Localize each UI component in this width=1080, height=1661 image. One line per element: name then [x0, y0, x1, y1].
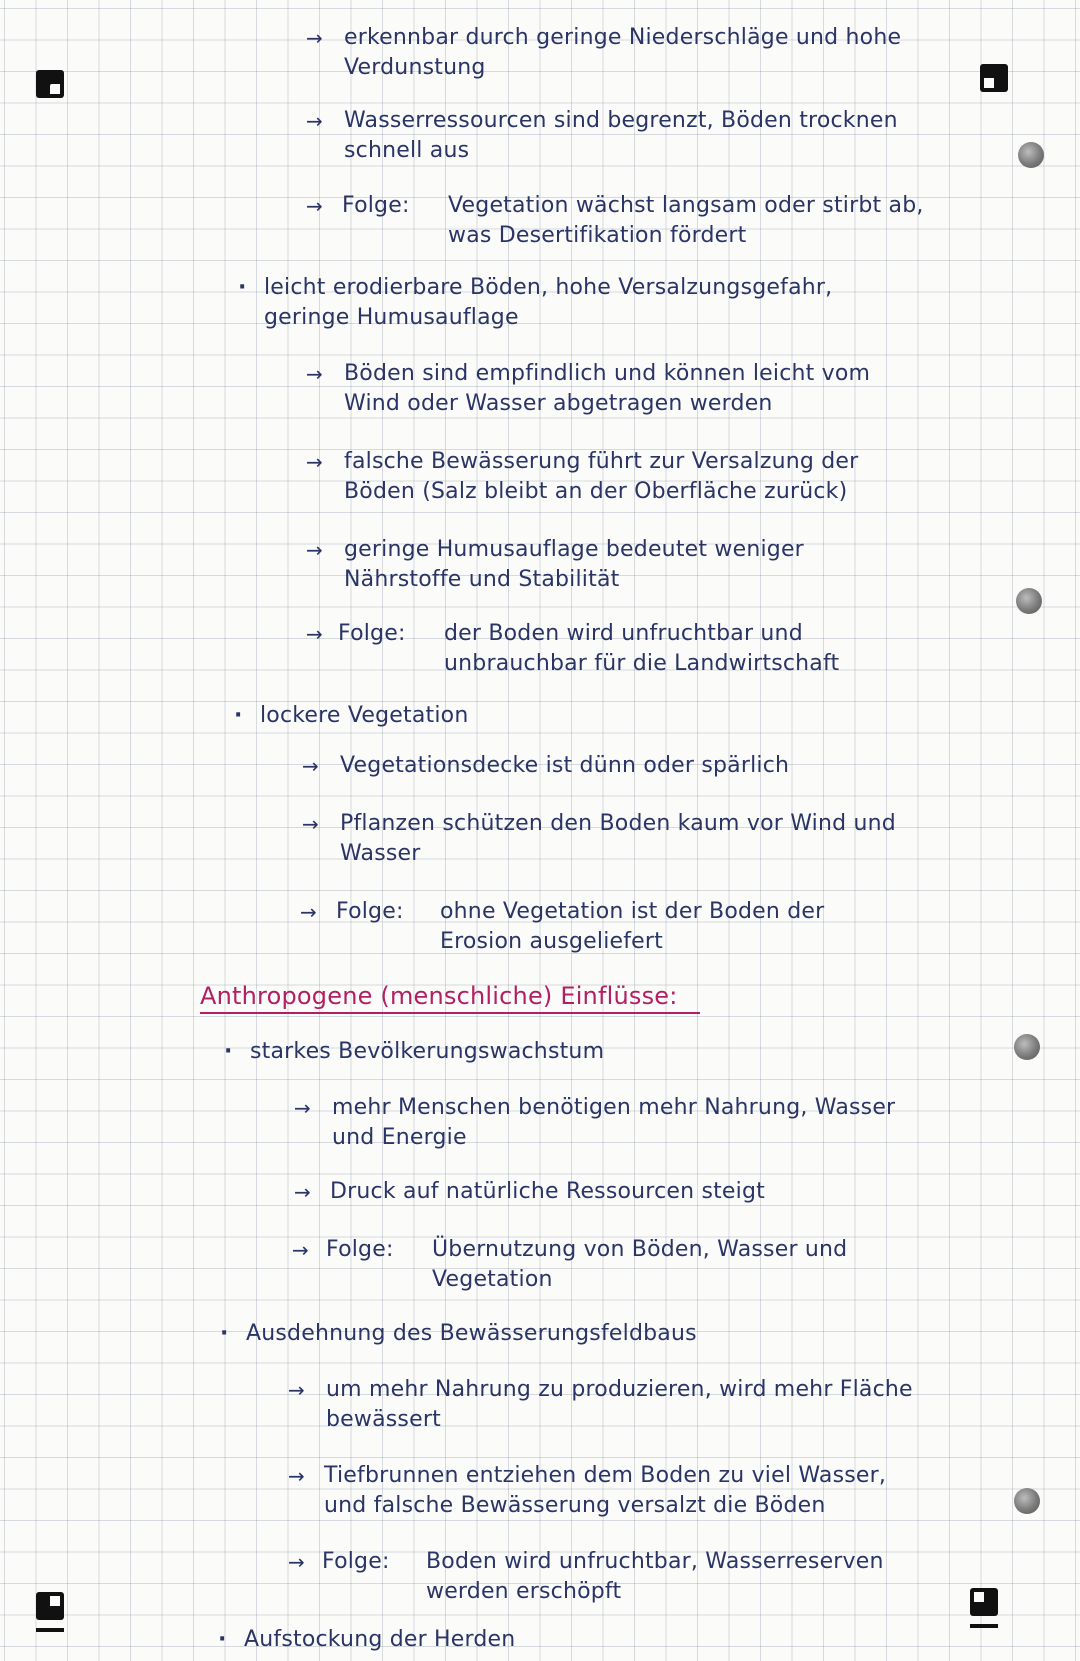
- heading-underline: [200, 1012, 700, 1014]
- note-line: um mehr Nahrung zu produzieren, wird mehr Fläche: [326, 1377, 913, 1402]
- arrow-icon: →: [302, 812, 319, 836]
- note-line: und Energie: [332, 1125, 467, 1150]
- bullet-heading: · lockere Vegetation: [260, 700, 468, 732]
- note-line: Pflanzen schützen den Boden kaum vor Wind und: [340, 811, 896, 836]
- corner-marker-bar-left: [36, 1628, 64, 1632]
- note-line: der Boden wird unfruchtbar und: [444, 621, 803, 646]
- punch-hole: [1016, 588, 1042, 614]
- arrow-icon: →: [292, 1238, 309, 1262]
- note-line: geringe Humusauflage bedeutet weniger: [344, 537, 804, 562]
- arrow-icon: →: [288, 1378, 305, 1402]
- note-line: Übernutzung von Böden, Wasser und: [432, 1237, 848, 1262]
- note-line: Druck auf natürliche Ressourcen steigt: [330, 1179, 765, 1204]
- arrow-icon: →: [306, 362, 323, 386]
- folge-label: Folge:: [322, 1549, 390, 1574]
- folge-label: Folge:: [336, 899, 404, 924]
- note-line: mehr Menschen benötigen mehr Nahrung, Wasser: [332, 1095, 896, 1120]
- note-line: bewässert: [326, 1407, 441, 1432]
- note-line: geringe Humusauflage: [264, 305, 519, 330]
- note-line: ohne Vegetation ist der Boden der: [440, 899, 825, 924]
- bullet-heading: · Ausdehnung des Bewässerungsfeldbaus: [246, 1318, 697, 1350]
- corner-marker-bottom-left: [36, 1592, 64, 1620]
- note-line: Boden wird unfruchtbar, Wasserreserven: [426, 1549, 884, 1574]
- note-line: Verdunstung: [344, 55, 486, 80]
- punch-hole: [1014, 1488, 1040, 1514]
- punch-hole: [1014, 1034, 1040, 1060]
- note-line: schnell aus: [344, 138, 470, 163]
- note-line: Böden sind empfindlich und können leicht vom: [344, 361, 871, 386]
- note-line: was Desertifikation fördert: [448, 223, 747, 248]
- folge-label: Folge:: [326, 1237, 394, 1262]
- note-line: erkennbar durch geringe Niederschläge und hohe: [344, 25, 902, 50]
- note-line: Tiefbrunnen entziehen dem Boden zu viel Wasser,: [324, 1463, 887, 1488]
- corner-marker-top-left: [36, 70, 64, 98]
- folge-label: Folge:: [342, 193, 410, 218]
- section-heading: Anthropogene (menschliche) Einflüsse:: [200, 982, 678, 1010]
- note-line: unbrauchbar für die Landwirtschaft: [444, 651, 840, 676]
- arrow-icon: →: [306, 26, 323, 50]
- arrow-icon: →: [306, 538, 323, 562]
- arrow-icon: →: [302, 754, 319, 778]
- arrow-icon: →: [294, 1096, 311, 1120]
- arrow-icon: →: [300, 900, 317, 924]
- punch-hole: [1018, 142, 1044, 168]
- arrow-icon: →: [306, 109, 323, 133]
- note-line: Wasserressourcen sind begrenzt, Böden trocknen: [344, 108, 898, 133]
- note-line: Vegetationsdecke ist dünn oder spärlich: [340, 753, 790, 778]
- bullet-heading: · Aufstockung der Herden: [244, 1624, 515, 1656]
- note-line: Nährstoffe und Stabilität: [344, 567, 620, 592]
- arrow-icon: →: [306, 450, 323, 474]
- note-line: Erosion ausgeliefert: [440, 929, 663, 954]
- arrow-icon: →: [288, 1550, 305, 1574]
- arrow-icon: →: [306, 622, 323, 646]
- note-line: Wasser: [340, 841, 421, 866]
- note-line: Vegetation wächst langsam oder stirbt ab,: [448, 193, 924, 218]
- arrow-icon: →: [294, 1180, 311, 1204]
- corner-marker-bar-right: [970, 1624, 998, 1628]
- note-line: Vegetation: [432, 1267, 553, 1292]
- note-line: Böden (Salz bleibt an der Oberfläche zurück): [344, 479, 848, 504]
- corner-marker-top-right: [980, 64, 1008, 92]
- folge-label: Folge:: [338, 621, 406, 646]
- note-line: Wind oder Wasser abgetragen werden: [344, 391, 773, 416]
- note-line: und falsche Bewässerung versalzt die Böden: [324, 1493, 826, 1518]
- corner-marker-bottom-right: [970, 1588, 998, 1616]
- note-line: falsche Bewässerung führt zur Versalzung der: [344, 449, 859, 474]
- bullet-heading: · starkes Bevölkerungswachstum: [250, 1036, 604, 1068]
- arrow-icon: →: [288, 1464, 305, 1488]
- bullet-heading: · leicht erodierbare Böden, hohe Versalzungsgefahr,: [264, 272, 832, 304]
- arrow-icon: →: [306, 194, 323, 218]
- note-line: werden erschöpft: [426, 1579, 622, 1604]
